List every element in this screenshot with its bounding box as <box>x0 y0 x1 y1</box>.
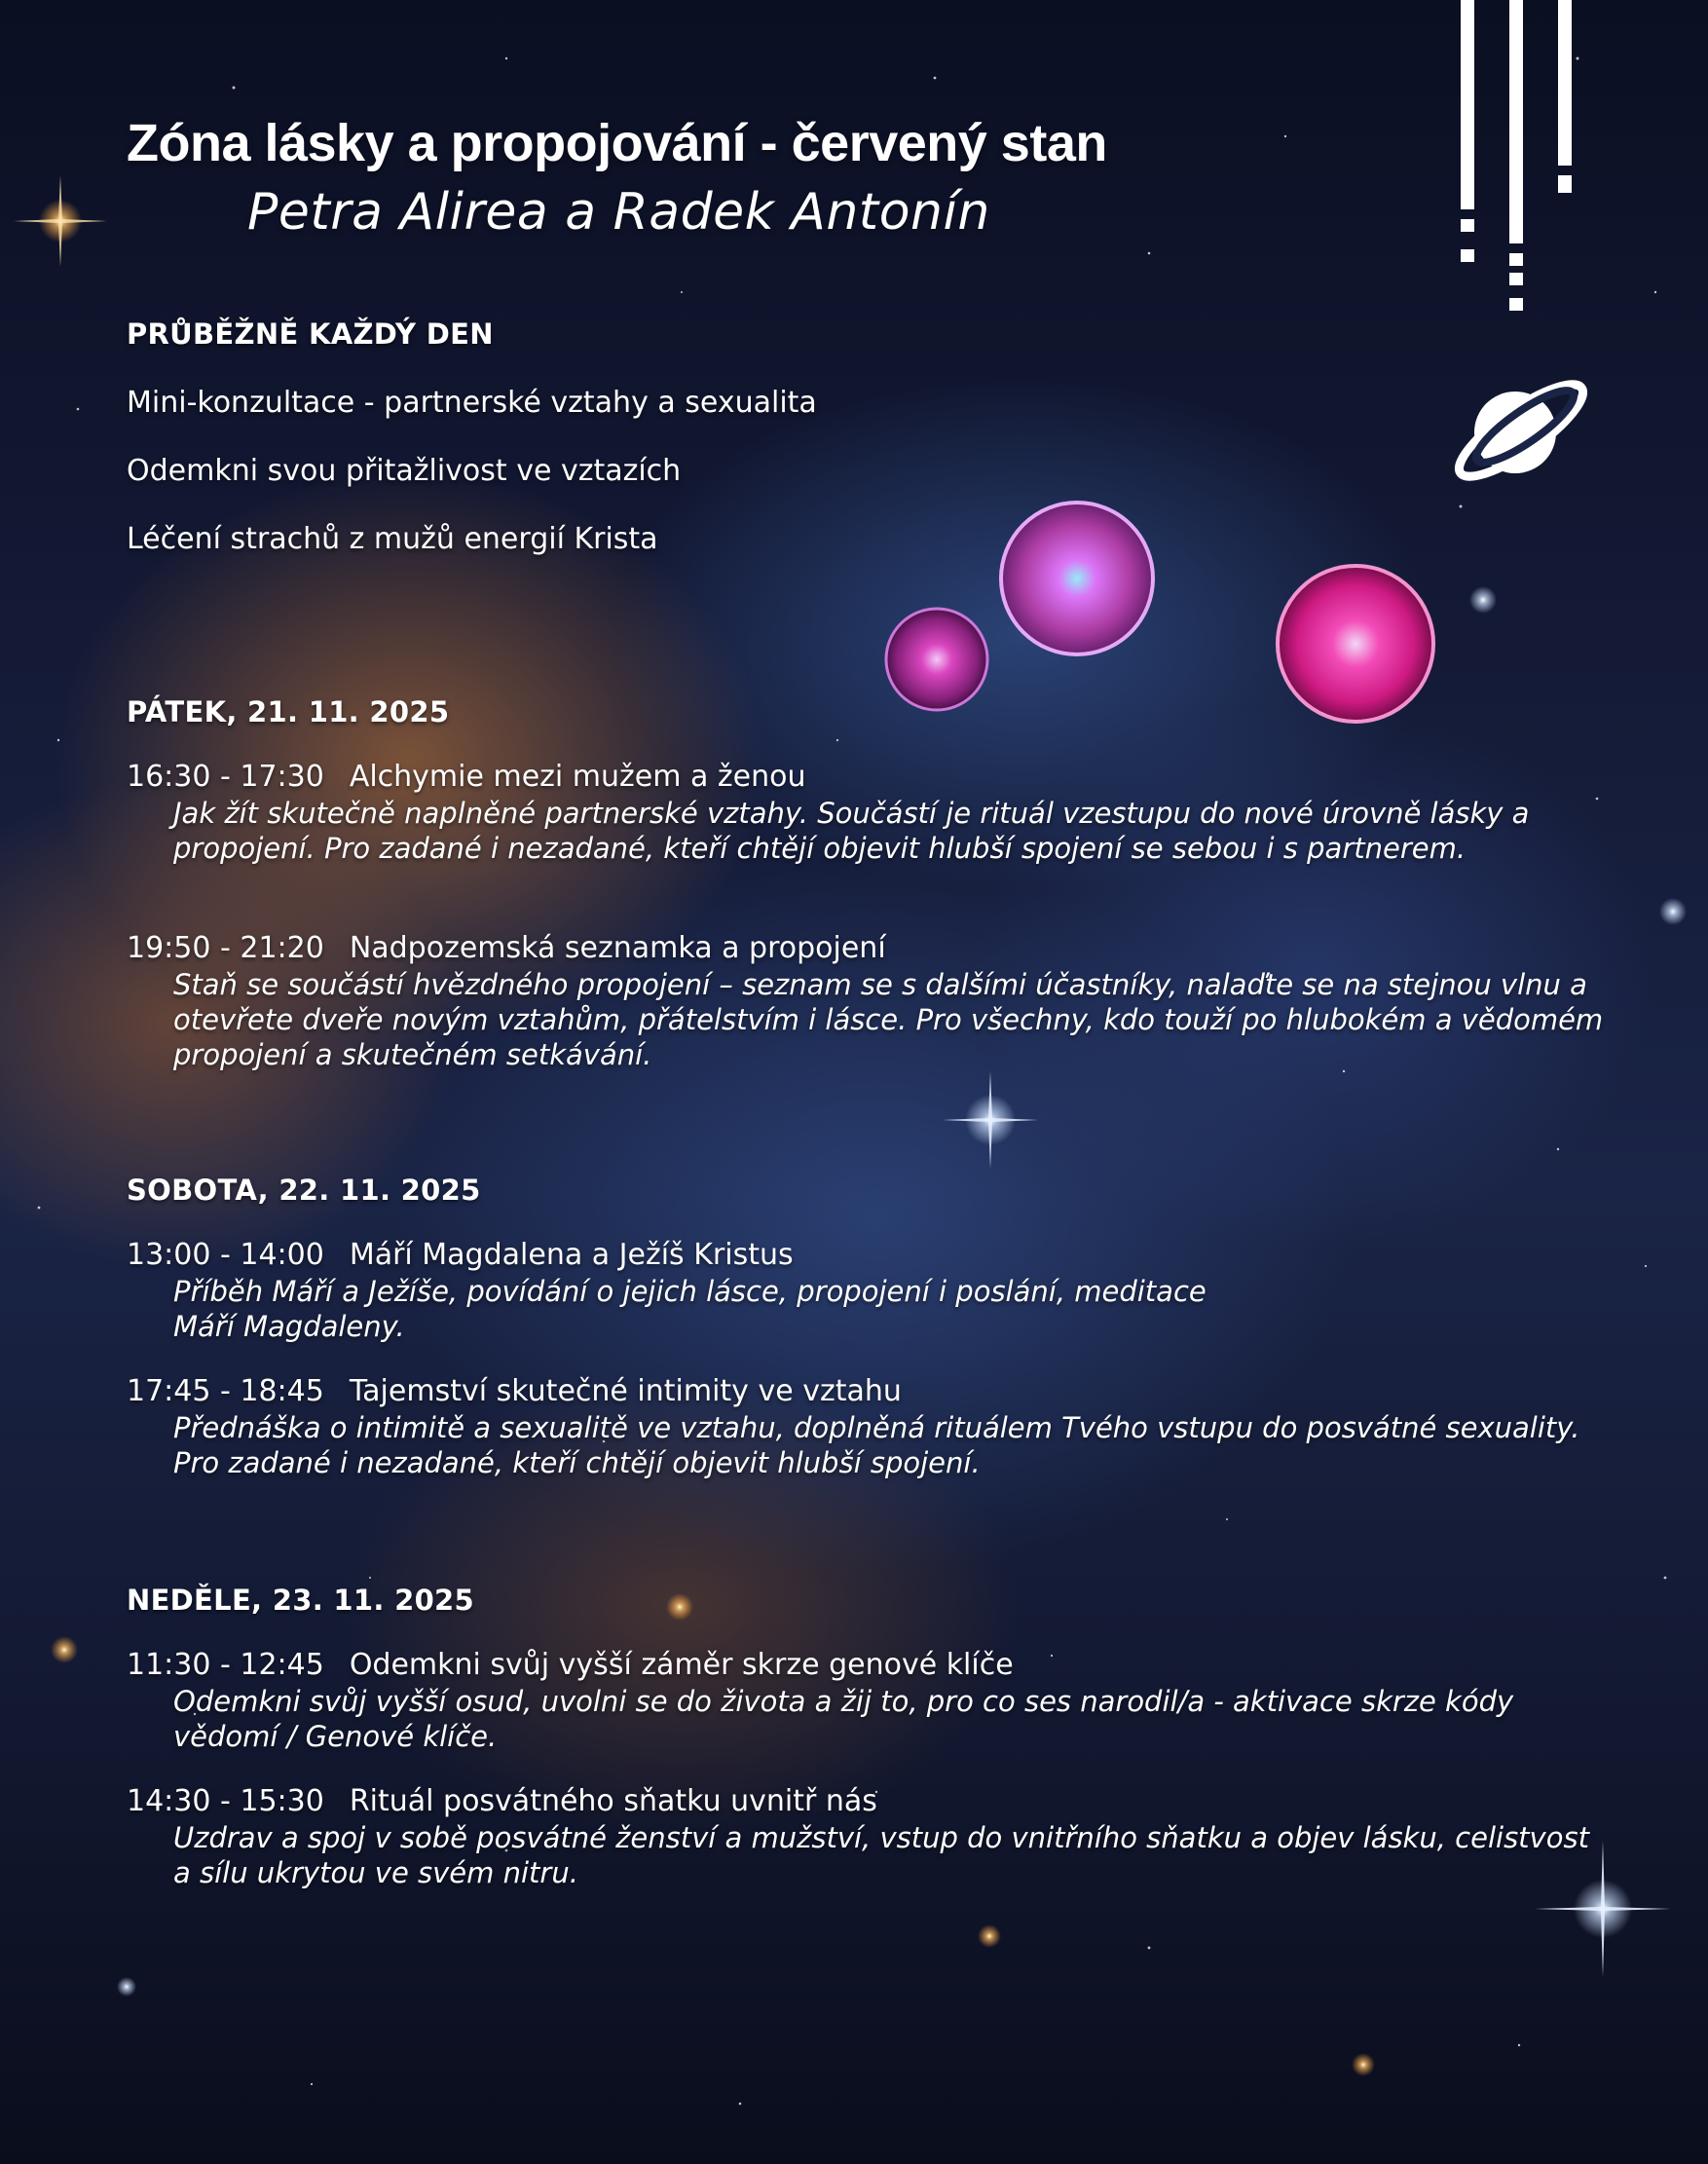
event-time: 13:00 - 14:00 <box>127 1238 324 1272</box>
event-time: 17:45 - 18:45 <box>127 1374 324 1408</box>
event-description: Uzdrav a spoj v sobě posvátné ženství a mužství, vstup do vnitřního sňatku a objev lásku, celistvost a sílu ukrytou ve svém nitru. <box>173 1821 1589 1889</box>
event-item <box>127 1648 1607 1754</box>
day-heading: SOBOTA, 22. 11. 2025 <box>127 1174 481 1207</box>
vertical-bars-logo-icon <box>1451 0 1587 321</box>
daily-item: Mini-konzultace - partnerské vztahy a sexualita <box>127 386 817 420</box>
event-time: 16:30 - 17:30 <box>127 760 324 794</box>
event-title: Alchymie mezi mužem a ženou <box>349 760 806 794</box>
event-item <box>127 931 1607 1072</box>
event-header <box>127 1374 1607 1408</box>
day-section-friday <box>127 695 1607 1085</box>
event-item <box>127 1238 1607 1344</box>
event-header <box>127 1238 1607 1272</box>
daily-section <box>127 317 1607 571</box>
day-section-sunday <box>127 1584 1607 1915</box>
event-item <box>127 760 1607 866</box>
event-description: Jak žít skutečně naplněné partnerské vztahy. Součástí je rituál vzestupu do nové úrovně lásky a propojení. Pro zadané i nezadané, kteří chtějí objevit hlubší spojení se sebou i s partnerem. <box>173 797 1530 865</box>
event-header <box>127 1648 1607 1682</box>
event-title: Rituál posvátného sňatku uvnitř nás <box>349 1784 877 1818</box>
daily-heading: PRŮBĚŽNĚ KAŽDÝ DEN <box>127 317 494 351</box>
event-title: Máří Magdalena a Ježíš Kristus <box>349 1238 794 1272</box>
page-title: Zóna lásky a propojování - červený stan <box>127 114 1107 172</box>
event-item <box>127 1374 1607 1480</box>
event-header <box>127 931 1607 965</box>
page-subtitle: Petra Alirea a Radek Antonín <box>247 183 990 242</box>
event-description: Příběh Máří a Ježíše, povídání o jejich lásce, propojení i poslání, meditace Máří Magdaleny. <box>173 1275 1207 1343</box>
day-section-saturday <box>127 1174 1607 1505</box>
event-item <box>127 1784 1607 1890</box>
day-heading: NEDĚLE, 23. 11. 2025 <box>127 1584 475 1617</box>
daily-item: Léčení strachů z mužů energií Krista <box>127 522 658 556</box>
event-title: Nadpozemská seznamka a propojení <box>349 931 886 965</box>
event-title: Odemkni svůj vyšší záměr skrze genové klíče <box>349 1648 1014 1682</box>
day-heading: PÁTEK, 21. 11. 2025 <box>127 695 450 728</box>
event-header <box>127 1784 1607 1818</box>
event-title: Tajemství skutečné intimity ve vztahu <box>349 1374 902 1408</box>
event-header <box>127 760 1607 794</box>
event-description: Staň se součástí hvězdného propojení – seznam se s dalšími účastníky, nalaďte se na stejnou vlnu a otevřete dveře novým vztahům, přátelstvím i lásce. Pro všechny, kdo touží po hlubokém a vědomém propojení a skutečném setkávání. <box>173 968 1604 1071</box>
event-time: 11:30 - 12:45 <box>127 1648 324 1682</box>
event-time: 14:30 - 15:30 <box>127 1784 324 1818</box>
event-time: 19:50 - 21:20 <box>127 931 324 965</box>
event-description: Odemkni svůj vyšší osud, uvolni se do života a žij to, pro co ses narodil/a - aktivace skrze kódy vědomí / Genové klíče. <box>173 1685 1514 1753</box>
event-description: Přednáška o intimitě a sexualitě ve vztahu, doplněná rituálem Tvého vstupu do posvátné sexuality. Pro zadané i nezadané, kteří chtějí objevit hlubší spojení. <box>173 1411 1580 1479</box>
daily-item: Odemkni svou přitažlivost ve vztazích <box>127 454 682 488</box>
